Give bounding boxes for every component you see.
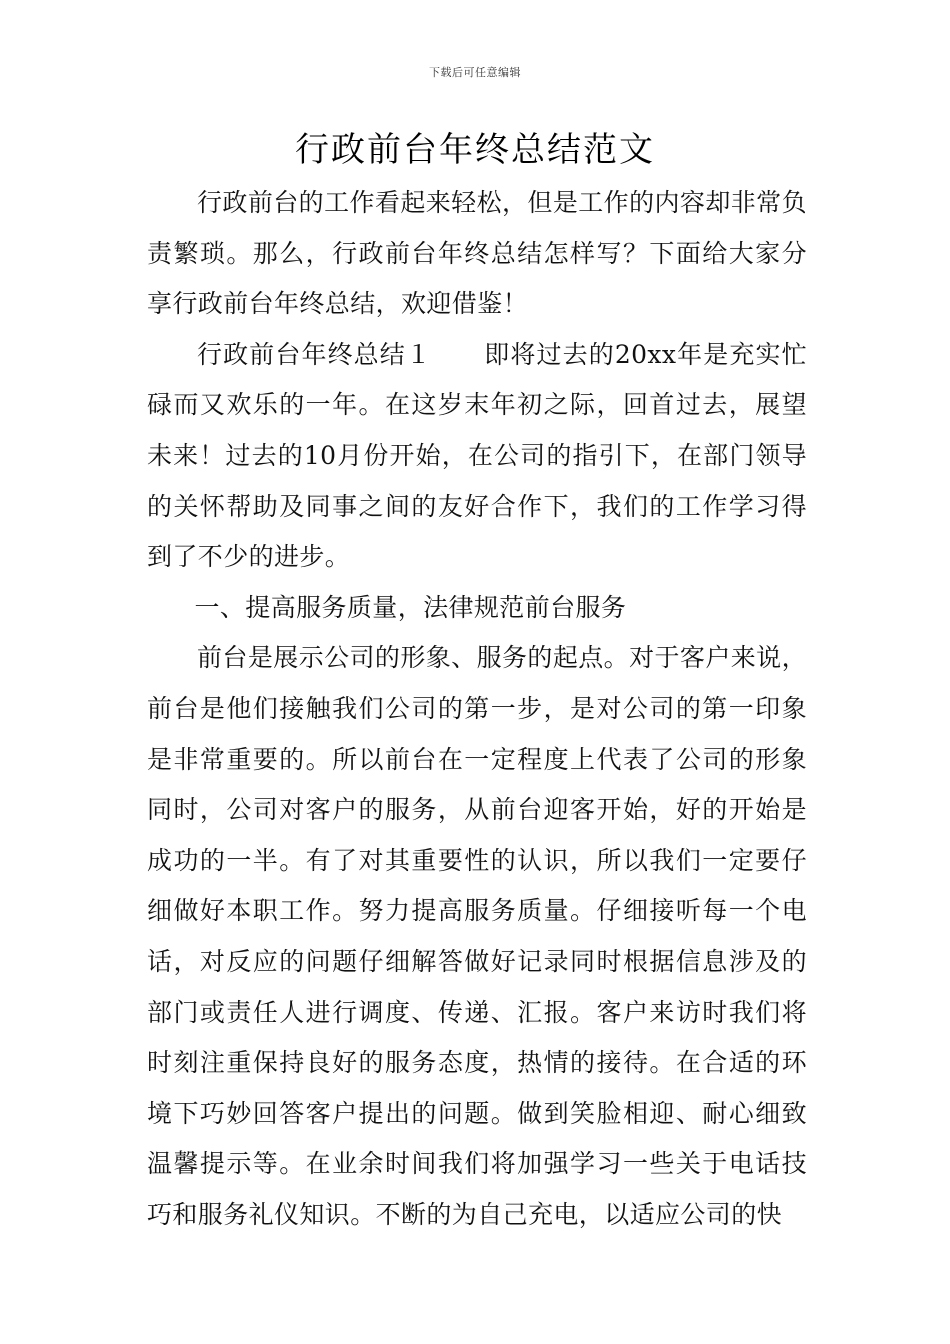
intro-paragraph: 行政前台的工作看起来轻松，但是工作的内容却非常负责繁琐。那么，行政前台年终总结怎样写？下面给大家分享行政前台年终总结，欢迎借鉴！: [147, 188, 807, 319]
document-title: 行政前台年终总结范文: [295, 130, 655, 170]
summary-1-paragraph: 行政前台年终总结１ 即将过去的20xx年是充实忙碌而又欢乐的一年。在这岁末年初之际，回首过去，展望未来！过去的10月份开始，在公司的指引下，在部门领导的关怀帮助及同事之间的友好合作下，我们的工作学习得到了不少的进步。: [147, 339, 807, 572]
section-heading: 一、提高服务质量，法律规范前台服务: [194, 592, 627, 622]
document-body: [147, 178, 807, 1240]
section-1-paragraph: 前台是展示公司的形象、服务的起点。对于客户来说，前台是他们接触我们公司的第一步，是对公司的第一印象是非常重要的。所以前台在一定程度上代表了公司的形象同时，公司对客户的服务，从前台迎客开始，好的开始是成功的一半。有了对其重要性的认识，所以我们一定要仔细做好本职工作。努力提高服务质量。仔细接听每一个电话，对反应的问题仔细解答做好记录同时根据信息涉及的部门或责任人进行调度、传递、汇报。客户来访时我们将时刻注重保持良好的服务态度，热情的接待。在合适的环境下巧妙回答客户提出的问题。做到笑脸相迎、耐心细致温馨提示等。在业余时间我们将加强学习一些关于电话技巧和服务礼仪知识。不断的为自己充电，以适应公司的快: [147, 643, 807, 1229]
header-note: 下载后可任意编辑: [429, 66, 521, 79]
